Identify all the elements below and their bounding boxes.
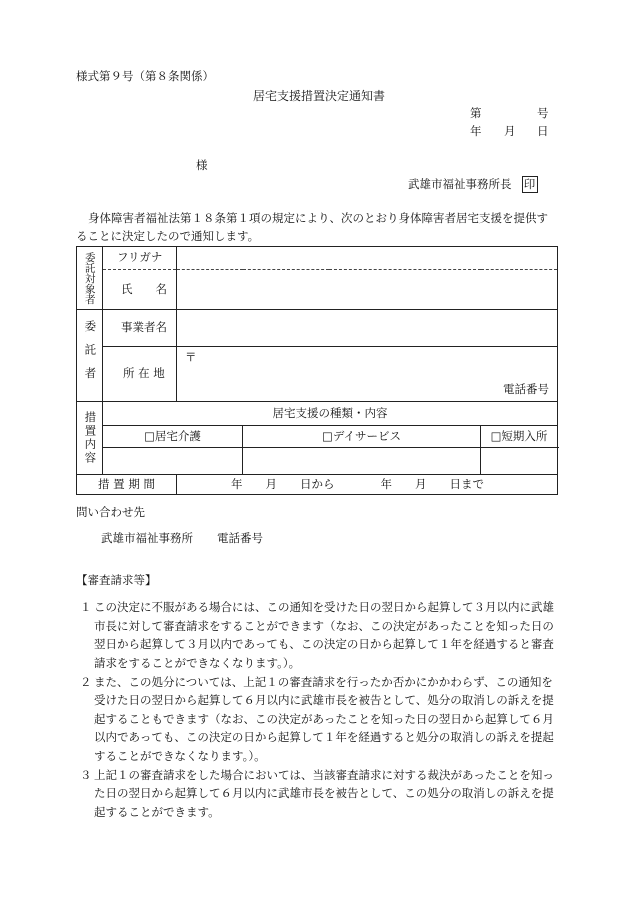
issuer-line <box>408 176 538 193</box>
period-label-cell <box>77 475 177 495</box>
decision-table <box>76 246 558 495</box>
appeal-item <box>80 598 555 673</box>
postal-mark: 〒 <box>185 350 197 364</box>
appeal-item-number: ２ <box>80 674 92 689</box>
service-header-cell <box>103 402 558 426</box>
measure-header-cell <box>77 402 103 475</box>
target-header-cell <box>77 247 103 310</box>
appeal-heading: 【審査請求等】 <box>76 573 157 587</box>
form-number: 様式第９号（第８条関係） <box>76 69 214 83</box>
appeal-item-text: この決定に不服がある場合には、この通知を受けた日の翌日から起算して３月以内に武雄市長に対して審査請求をすることができます（なお、この決定があったことを知った日の翌日から起算して３月以内であっても、この決定の日から起算して１年を経過すると審査請求をすることができなくなります。）。 <box>94 600 554 670</box>
appeal-item-number: ３ <box>80 767 92 782</box>
service-option-label: □デイサービス <box>321 428 402 443</box>
appeal-item-text: 上記１の審査請求をした場合においては、当該審査請求に対する裁決があったことを知った日の翌日から起算して６月以内に武雄市長を被告として、この処分の取消しの訴えを提起することができます。 <box>94 767 554 819</box>
date-year: 年 <box>470 124 482 138</box>
service-header: 居宅支援の種類・内容 <box>272 405 388 420</box>
addressee-suffix: 様 <box>196 158 208 172</box>
period-value[interactable] <box>177 475 558 495</box>
address-value[interactable] <box>177 347 558 402</box>
target-header: 委託対象者 <box>83 251 96 305</box>
business-value[interactable] <box>177 310 558 347</box>
contractor-header: 委託者 <box>83 320 98 391</box>
appeal-item-text: また、この処分については、上記１の審査請求を行ったか否かにかかわらず、この通知を受けた日の翌日から起算して６月以内に武雄市長を被告として、処分の取消しの訴えを提起することもできます（なお、この決定があったことを知った日の翌日から起算して６月以内であっても、この決定の日から起算して１年を経過すると処分の取消しの訴えを提起することができなくなります。）。 <box>94 674 554 763</box>
number-prefix: 第 <box>470 106 482 120</box>
document-title: 居宅支援措置決定通知書 <box>253 89 386 103</box>
name-label-cell <box>103 270 177 310</box>
appeal-list <box>80 598 555 822</box>
contractor-header-cell <box>77 310 103 402</box>
period-label: 措 置 期 間 <box>98 476 155 491</box>
service-detail-home-care[interactable] <box>103 448 243 475</box>
date-month: 月 <box>504 124 516 138</box>
date-day: 日 <box>537 124 549 138</box>
contact-phone-label: 電話番号 <box>217 531 263 545</box>
service-option-label: □短期入所 <box>490 428 548 443</box>
intro-paragraph: 身体障害者福祉法第１８条第１項の規定により、次のとおり身体障害者居宅支援を提供することに決定したので通知します。 <box>76 211 548 243</box>
number-suffix: 号 <box>537 106 549 120</box>
service-option-short-stay[interactable] <box>481 426 558 448</box>
furigana-label-cell <box>103 247 177 270</box>
period-text: 年 月 日から 年 月 日まで <box>231 476 484 491</box>
measure-header: 措置内容 <box>83 411 98 465</box>
service-option-home-care[interactable] <box>103 426 243 448</box>
appeal-item-number: １ <box>80 600 92 614</box>
service-detail-day-service[interactable] <box>243 448 481 475</box>
address-label: 所 在 地 <box>123 366 165 381</box>
contact-heading: 問い合わせ先 <box>76 505 145 519</box>
seal-stamp: 印 <box>522 176 538 193</box>
service-detail-short-stay[interactable] <box>481 448 558 475</box>
appeal-item <box>80 673 555 766</box>
business-label-cell <box>103 310 177 347</box>
appeal-item <box>80 766 555 822</box>
address-label-cell <box>103 347 177 402</box>
service-option-day-service[interactable] <box>243 426 481 448</box>
contact-office: 武雄市福祉事務所 <box>101 531 193 545</box>
service-option-label: □居宅介護 <box>144 428 201 443</box>
furigana-label: フリガナ <box>117 250 163 265</box>
furigana-value[interactable] <box>177 247 558 270</box>
issuer-name: 武雄市福祉事務所長 <box>408 177 512 191</box>
business-label: 事業者名 <box>121 320 167 335</box>
name-label: 氏 名 <box>121 281 167 296</box>
phone-label: 電話番号 <box>503 382 549 397</box>
name-value[interactable] <box>177 270 558 310</box>
